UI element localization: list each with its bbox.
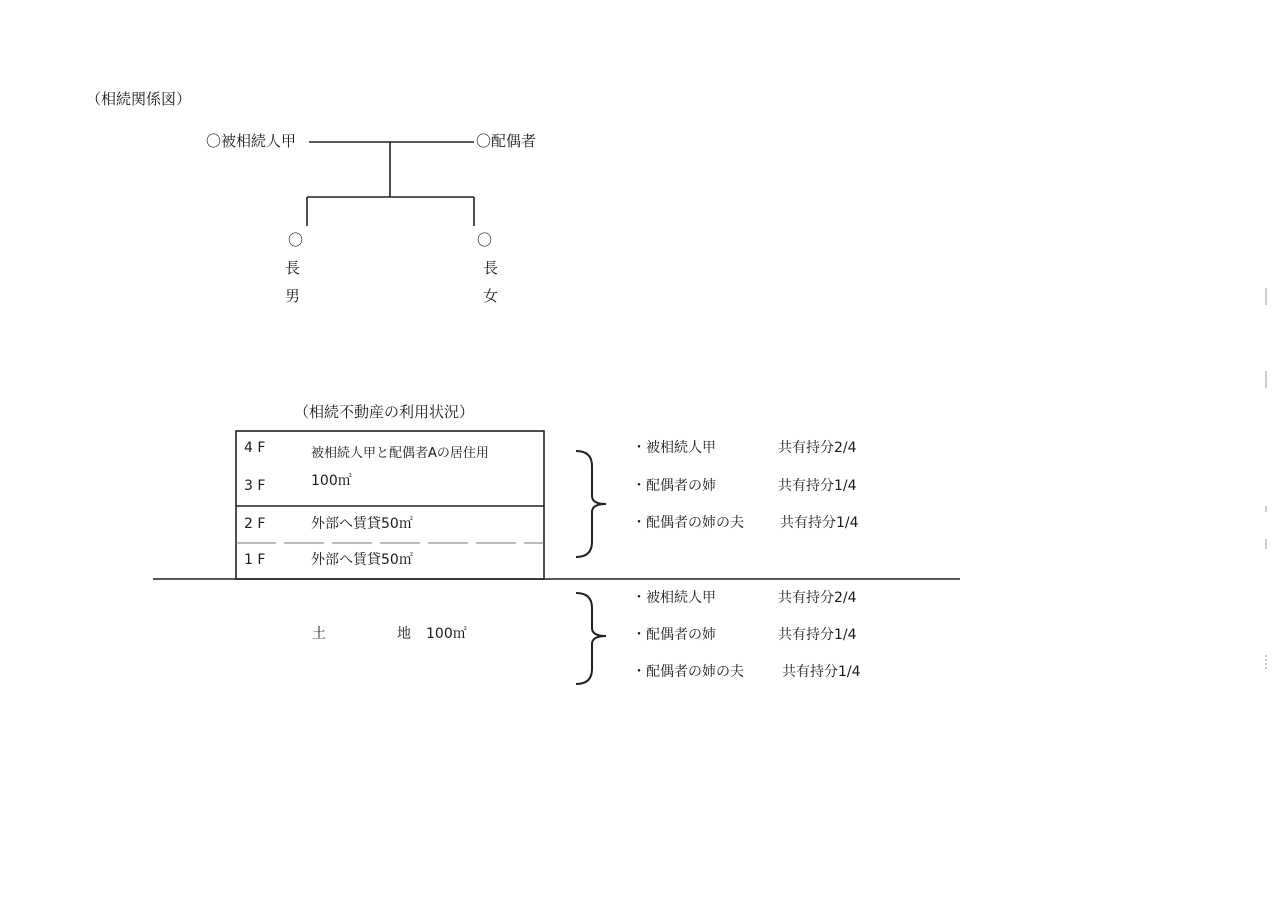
floor-34-area: 100㎡ — [311, 473, 352, 489]
son-label-2: 男 — [285, 287, 301, 305]
floor-1-use: 外部へ賃貸50㎡ — [311, 552, 413, 568]
family-tree-title: （相続関係図） — [86, 90, 192, 108]
building-owner-3-name: ・配偶者の姉の夫 — [632, 515, 744, 531]
land-label-2: 地 — [397, 626, 411, 642]
building-brace — [576, 451, 606, 557]
floor-2-use: 外部へ賃貸50㎡ — [311, 516, 413, 532]
floor-2-label: 2 F — [244, 516, 266, 532]
daughter-label-1: 長 — [483, 259, 499, 277]
floor-1-label: 1 F — [244, 552, 266, 568]
spouse-label: 〇配偶者 — [476, 132, 537, 150]
land-owner-3-share: 共有持分1/4 — [782, 664, 861, 680]
land-owner-2-share: 共有持分1/4 — [778, 627, 857, 643]
land-area: 100㎡ — [426, 626, 467, 642]
family-tree-lines — [307, 142, 474, 226]
daughter-label-2: 女 — [483, 287, 499, 305]
building-owner-2-name: ・配偶者の姉 — [632, 478, 716, 494]
son-marker: 〇 — [288, 231, 304, 249]
building-owner-1-name: ・被相続人甲 — [632, 440, 716, 456]
land-owner-1-share: 共有持分2/4 — [778, 590, 857, 606]
floor-34-use: 被相続人甲と配偶者Aの居住用 — [311, 446, 489, 461]
property-title: （相続不動産の利用状況） — [294, 403, 475, 421]
building-owner-1-share: 共有持分2/4 — [778, 440, 857, 456]
building-owner-2-share: 共有持分1/4 — [778, 478, 857, 494]
land-brace — [576, 593, 606, 684]
land-owner-3-name: ・配偶者の姉の夫 — [632, 664, 744, 680]
land-owner-2-name: ・配偶者の姉 — [632, 627, 716, 643]
building-owner-3-share: 共有持分1/4 — [780, 515, 859, 531]
deceased-label: 〇被相続人甲 — [206, 132, 297, 150]
son-label-1: 長 — [285, 259, 301, 277]
daughter-marker: 〇 — [477, 231, 493, 249]
floor-4-label: 4 F — [244, 440, 266, 456]
land-owner-1-name: ・被相続人甲 — [632, 590, 716, 606]
floor-3-label: 3 F — [244, 478, 266, 494]
land-label-1: 土 — [312, 626, 326, 642]
